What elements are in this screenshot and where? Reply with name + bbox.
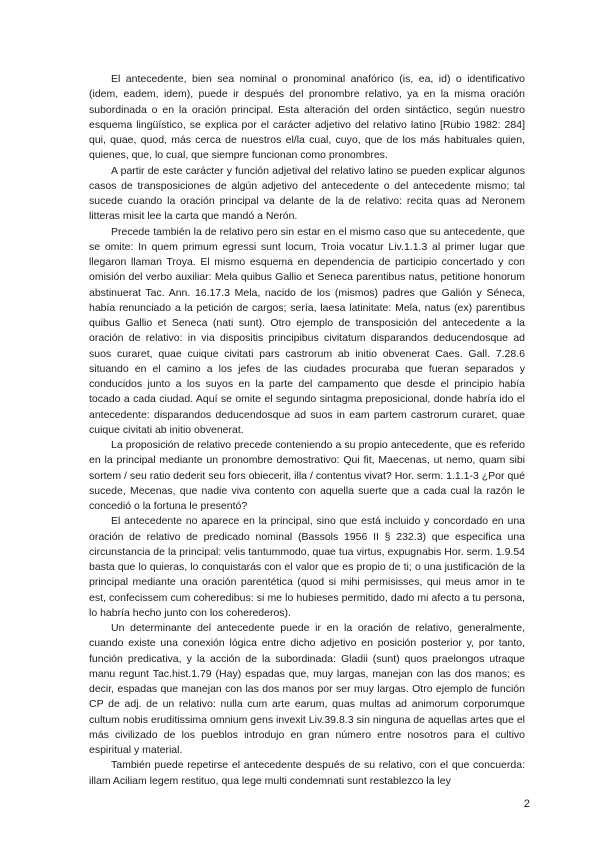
paragraph-antecedente-posicion: El antecedente, bien sea nominal o pronominal anafórico (is, ea, id) o identificativo (idem, eadem, idem), puede ir después del pronombre relativo, ya en la misma oración subordinada o en la oración principal. Esta alteración del orden sintáctico, según nuestro esquema lingüístico, se explica por el carácter adjetivo del relativo latino [Rubio 1982: 284] qui, quae, quod, más cerca de nuestros el/la cual, cuyo, que de los más habituales quien, quienes, que, lo cual, que siempre funcionan como pronombres.: [89, 73, 525, 162]
paragraph-caracter-adjetival: A partir de este carácter y función adjetival del relativo latino se pueden explicar algunos casos de transposiciones de algún adjetivo del antecedente o del antecedente mismo; tal sucede cuando la oración principal va delante de la de relativo: recita quas ad Neronem litteras misit lee la carta que mandó a Nerón.: [89, 164, 525, 223]
body-text: [89, 72, 525, 789]
paragraph-precede-relativo: Precede también la de relativo pero sin estar en el mismo caso que su antecedente, que se omite: In quem primum egressi sunt locum, Troia vocatur Liv.1.1.3 al primer lugar que llegaron llaman Troya. El mismo esquema en dependencia de participio concertado y con omisión del verbo auxiliar: Mela quibus Gallio et Seneca parentibus natus, petitione honorum abstinuerat Tac. Ann. 16.17.3 Mela, nacido de los (mismos) padres que Galión y Séneca, había renunciado a la petición de cargos; sería, laesa latinitate: Mela, natus (ex) parentibus quibus Gallio et Seneca (nati sunt). Otro ejemplo de transposición del antecedente a la oración de relativo: in via dispositis principibus civitatum disparandos deducendosque ad suos curaret, quae cuique civitati pars castrorum ab initio obvenerat Caes. Gall. 7.28.6 situando en el camino a los jefes de las ciudades procuraba que fueran separados y conducidos junto a los suyos en la parte del campamento que desde el principio había tocado a cada ciudad. Aquí se omite el segundo sintagma preposicional, donde habría ido el antecedente: disparandos deducendosque ad suos in eam partem castrorum curaret, quae cuique civitati ab initio obvenerat.: [89, 225, 525, 436]
page-number: 2: [523, 798, 530, 810]
paragraph-determinante-antecedente: Un determinante del antecedente puede ir en la oración de relativo, generalmente, cuando existe una conexión lógica entre dicho adjetivo en posición posterior y, por tanto, función predicativa, y la acción de la subordinada: Gladii (sunt) quos praelongos utraque manu regunt Tac.hist.1.79 (Hay) espadas que, muy largas, manejan con las dos manos; es decir, espadas que manejan con las dos manos por ser muy largas. Otro ejemplo de función CP de adj. de un relativo: nulla cum arte earum, quas multas ad animorum corporumque cultum nobis eruditissima omnium gens invexit Liv.39.8.3 sin ninguna de aquellas artes que el más civilizado de los pueblos introdujo en gran número entre nosotros para el cultivo espiritual y material.: [89, 622, 525, 756]
paragraph-repeticion-antecedente: También puede repetirse el antecedente después de su relativo, con el que concuerda: illam Aciliam legem restituo, qua lege multi condemnati sunt restablezco la ley: [89, 759, 525, 787]
paragraph-antecedente-incluido: El antecedente no aparece en la principal, sino que está incluido y concordado en una oración de relativo de predicado nominal (Bassols 1956 II § 232.3) que especifica una circunstancia de la principal: velis tantummodo, quae tua virtus, expugnabis Hor. serm. 1.9.54 basta que lo quieras, lo conquistarás con el valor que es propio de ti; o una justificación de la principal mediante una oración parentética (quod si mihi permisisses, qui meus amor in te est, confecissem cum coheredibus: si me lo hubieses permitido, dado mi afecto a tu persona, lo habría hecho junto con los coherederos).: [89, 515, 525, 619]
paragraph-proposicion-relativo: La proposición de relativo precede conteniendo a su propio antecedente, que es referido en la principal mediante un pronombre demostrativo: Qui fit, Maecenas, ut nemo, quam sibi sortem / seu ratio dederit seu fors obiecerit, illa / contentus vivat? Hor. serm. 1.1.1-3 ¿Por qué sucede, Mecenas, que nadie viva contento con aquella suerte que a cada cual la razón le concedió o la fortuna le presentó?: [89, 439, 525, 512]
